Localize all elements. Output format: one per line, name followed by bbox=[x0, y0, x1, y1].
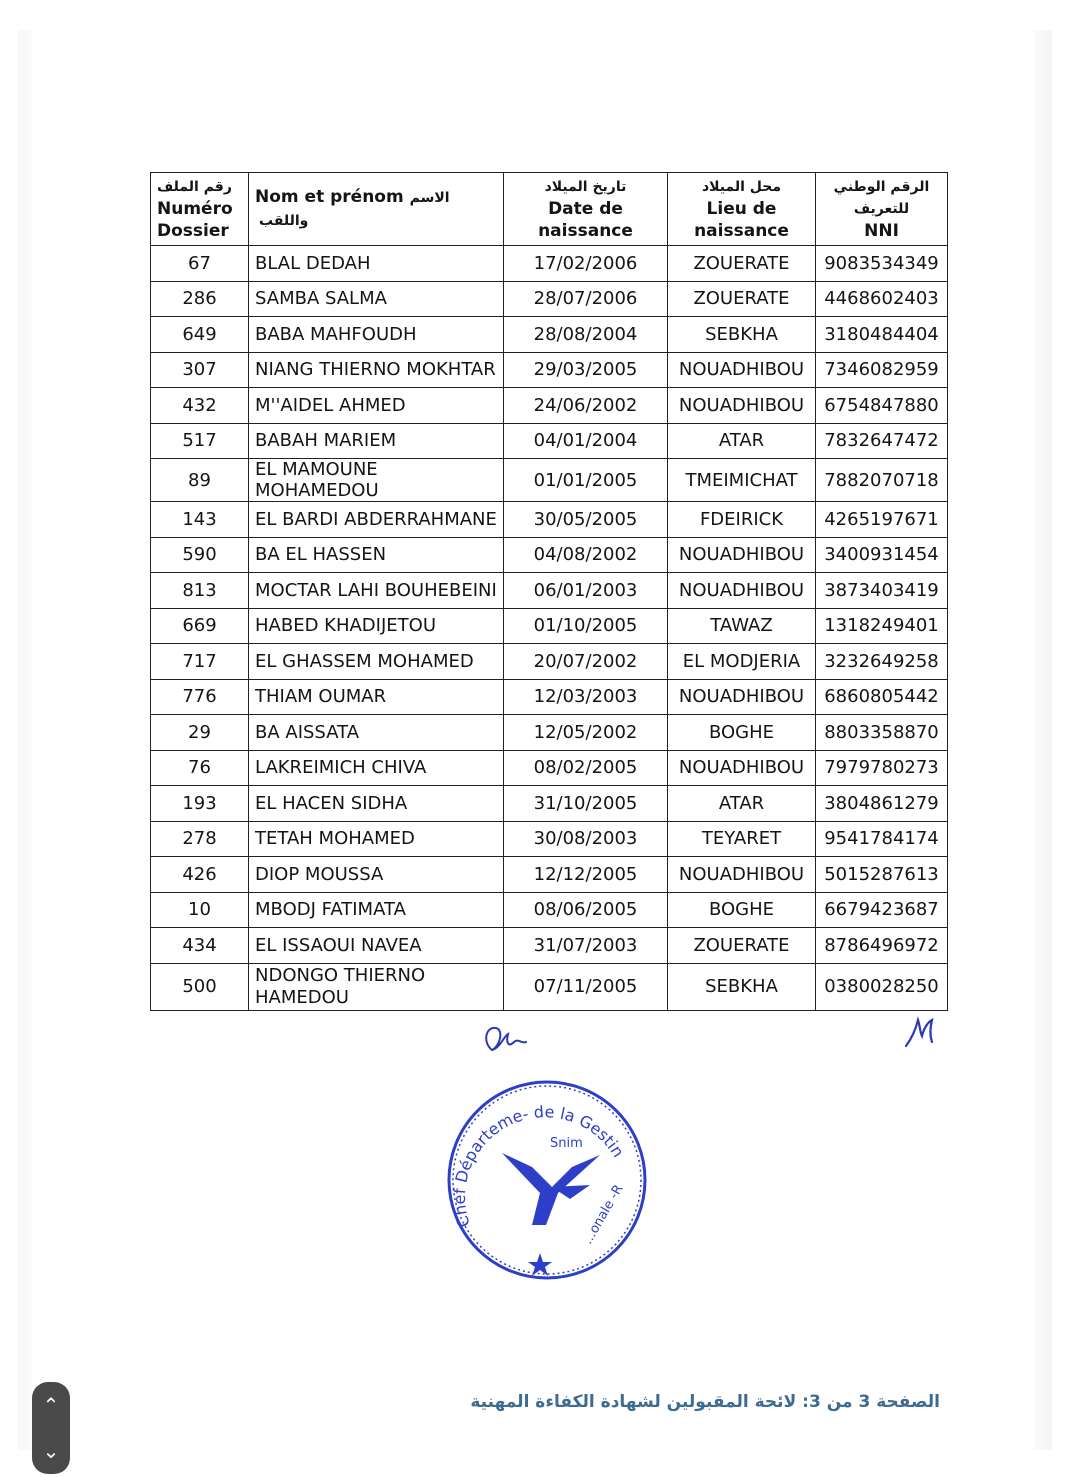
table-row bbox=[151, 786, 948, 822]
cell-name: BLAL DEDAH bbox=[249, 246, 504, 282]
cell-birth-place: ZOUERATE bbox=[668, 281, 816, 317]
table-row bbox=[151, 317, 948, 353]
official-stamp bbox=[440, 1075, 655, 1285]
cell-file-number: 193 bbox=[151, 786, 249, 822]
cell-birth-place: NOUADHIBOU bbox=[668, 857, 816, 893]
cell-nni: 3232649258 bbox=[816, 644, 948, 680]
cell-birth-date: 20/07/2002 bbox=[504, 644, 668, 680]
cell-nni: 0380028250 bbox=[816, 963, 948, 1010]
table-row bbox=[151, 750, 948, 786]
cell-birth-place: ZOUERATE bbox=[668, 246, 816, 282]
table-row bbox=[151, 821, 948, 857]
cell-nni: 9083534349 bbox=[816, 246, 948, 282]
cell-nni: 5015287613 bbox=[816, 857, 948, 893]
cell-birth-date: 24/06/2002 bbox=[504, 388, 668, 424]
cell-name: EL BARDI ABDERRAHMANE bbox=[249, 502, 504, 538]
table-row bbox=[151, 246, 948, 282]
cell-birth-place: NOUADHIBOU bbox=[668, 573, 816, 609]
cell-name: SAMBA SALMA bbox=[249, 281, 504, 317]
cell-birth-place: BOGHE bbox=[668, 715, 816, 751]
cell-birth-place: ATAR bbox=[668, 786, 816, 822]
signature-right bbox=[900, 1012, 940, 1052]
cell-birth-date: 31/07/2003 bbox=[504, 928, 668, 964]
cell-nni: 4265197671 bbox=[816, 502, 948, 538]
footer-text: الصفحة 3 من 3: لائحة المقبولين لشهادة الكفاءة المهنية bbox=[470, 1392, 940, 1412]
chevron-down-icon[interactable]: ⌄ bbox=[42, 1439, 60, 1463]
cell-birth-date: 31/10/2005 bbox=[504, 786, 668, 822]
cell-name: M''AIDEL AHMED bbox=[249, 388, 504, 424]
cell-file-number: 813 bbox=[151, 573, 249, 609]
cell-name: EL GHASSEM MOHAMED bbox=[249, 644, 504, 680]
header-birth-date bbox=[504, 173, 668, 246]
header-birth-place-ar: محل الميلاد bbox=[701, 179, 782, 195]
cell-nni: 6754847880 bbox=[816, 388, 948, 424]
header-nni bbox=[816, 173, 948, 246]
cell-file-number: 776 bbox=[151, 679, 249, 715]
table-row bbox=[151, 281, 948, 317]
cell-birth-place: TAWAZ bbox=[668, 608, 816, 644]
cell-name: BABA MAHFOUDH bbox=[249, 317, 504, 353]
page-footer bbox=[470, 1392, 940, 1412]
cell-birth-place: NOUADHIBOU bbox=[668, 537, 816, 573]
cell-name: EL MAMOUNE MOHAMEDOU bbox=[249, 459, 504, 502]
cell-birth-date: 07/11/2005 bbox=[504, 963, 668, 1010]
cell-file-number: 307 bbox=[151, 352, 249, 388]
cell-name: NIANG THIERNO MOKHTAR bbox=[249, 352, 504, 388]
header-birth-date-fr: Date de naissance bbox=[538, 199, 633, 241]
cell-file-number: 286 bbox=[151, 281, 249, 317]
cell-name: LAKREIMICH CHIVA bbox=[249, 750, 504, 786]
table-row bbox=[151, 423, 948, 459]
cell-file-number: 426 bbox=[151, 857, 249, 893]
cell-nni: 4468602403 bbox=[816, 281, 948, 317]
cell-birth-place: TMEIMICHAT bbox=[668, 459, 816, 502]
stamp-side-text: ...onale -R bbox=[580, 1182, 627, 1247]
cell-nni: 8786496972 bbox=[816, 928, 948, 964]
cell-name: EL ISSAOUI NAVEA bbox=[249, 928, 504, 964]
cell-nni: 6860805442 bbox=[816, 679, 948, 715]
cell-nni: 7832647472 bbox=[816, 423, 948, 459]
cell-birth-date: 28/07/2006 bbox=[504, 281, 668, 317]
header-file-number bbox=[151, 173, 249, 246]
cell-birth-date: 17/02/2006 bbox=[504, 246, 668, 282]
cell-name: HABED KHADIJETOU bbox=[249, 608, 504, 644]
signature-left bbox=[478, 1020, 538, 1060]
cell-birth-date: 12/12/2005 bbox=[504, 857, 668, 893]
cell-birth-place: NOUADHIBOU bbox=[668, 750, 816, 786]
header-name bbox=[249, 173, 504, 246]
page-edge-left bbox=[18, 30, 32, 1450]
cell-birth-place: ZOUERATE bbox=[668, 928, 816, 964]
table-body bbox=[151, 246, 948, 1011]
cell-name: EL HACEN SIDHA bbox=[249, 786, 504, 822]
cell-birth-date: 01/10/2005 bbox=[504, 608, 668, 644]
cell-birth-place: SEBKHA bbox=[668, 963, 816, 1010]
cell-nni: 3804861279 bbox=[816, 786, 948, 822]
table-row bbox=[151, 573, 948, 609]
cell-nni: 1318249401 bbox=[816, 608, 948, 644]
header-birth-date-ar: تاريخ الميلاد bbox=[544, 179, 627, 195]
cell-file-number: 649 bbox=[151, 317, 249, 353]
cell-file-number: 717 bbox=[151, 644, 249, 680]
cell-name: BA AISSATA bbox=[249, 715, 504, 751]
header-file-number-ar: رقم الملف bbox=[157, 179, 232, 195]
admitted-candidates-table bbox=[150, 172, 948, 1011]
cell-birth-place: TEYARET bbox=[668, 821, 816, 857]
cell-file-number: 517 bbox=[151, 423, 249, 459]
cell-nni: 3180484404 bbox=[816, 317, 948, 353]
cell-file-number: 67 bbox=[151, 246, 249, 282]
company-logo-icon bbox=[502, 1153, 600, 1225]
table-row bbox=[151, 963, 948, 1010]
cell-birth-date: 30/08/2003 bbox=[504, 821, 668, 857]
cell-name: THIAM OUMAR bbox=[249, 679, 504, 715]
table-row bbox=[151, 459, 948, 502]
header-name-ar: الاسم واللقب bbox=[259, 190, 450, 229]
header-nni-ar: الرقم الوطني للتعريف bbox=[833, 179, 930, 217]
cell-file-number: 669 bbox=[151, 608, 249, 644]
cell-birth-place: NOUADHIBOU bbox=[668, 388, 816, 424]
table-row bbox=[151, 857, 948, 893]
cell-birth-place: FDEIRICK bbox=[668, 502, 816, 538]
cell-birth-date: 08/06/2005 bbox=[504, 892, 668, 928]
table-row bbox=[151, 928, 948, 964]
cell-nni: 6679423687 bbox=[816, 892, 948, 928]
table-row bbox=[151, 388, 948, 424]
cell-file-number: 76 bbox=[151, 750, 249, 786]
table-row bbox=[151, 537, 948, 573]
table-row bbox=[151, 715, 948, 751]
cell-file-number: 590 bbox=[151, 537, 249, 573]
table-row bbox=[151, 644, 948, 680]
table-row bbox=[151, 608, 948, 644]
cell-file-number: 500 bbox=[151, 963, 249, 1010]
cell-birth-date: 29/03/2005 bbox=[504, 352, 668, 388]
cell-file-number: 432 bbox=[151, 388, 249, 424]
cell-birth-date: 30/05/2005 bbox=[504, 502, 668, 538]
cell-file-number: 434 bbox=[151, 928, 249, 964]
cell-birth-place: EL MODJERIA bbox=[668, 644, 816, 680]
cell-birth-date: 12/05/2002 bbox=[504, 715, 668, 751]
cell-name: NDONGO THIERNO HAMEDOU bbox=[249, 963, 504, 1010]
cell-birth-date: 12/03/2003 bbox=[504, 679, 668, 715]
cell-name: MBODJ FATIMATA bbox=[249, 892, 504, 928]
table-row bbox=[151, 352, 948, 388]
star-icon bbox=[528, 1253, 552, 1276]
cell-birth-place: SEBKHA bbox=[668, 317, 816, 353]
cell-nni: 7882070718 bbox=[816, 459, 948, 502]
table-header-row bbox=[151, 173, 948, 246]
cell-nni: 3400931454 bbox=[816, 537, 948, 573]
cell-name: BABAH MARIEM bbox=[249, 423, 504, 459]
page-edge-right bbox=[1034, 30, 1052, 1450]
cell-nni: 8803358870 bbox=[816, 715, 948, 751]
page-navigation bbox=[32, 1382, 70, 1474]
cell-nni: 7979780273 bbox=[816, 750, 948, 786]
cell-nni: 3873403419 bbox=[816, 573, 948, 609]
header-name-fr: Nom et prénom bbox=[255, 187, 404, 207]
chevron-up-icon[interactable]: ⌃ bbox=[42, 1393, 60, 1417]
cell-name: TETAH MOHAMED bbox=[249, 821, 504, 857]
table-row bbox=[151, 892, 948, 928]
cell-file-number: 89 bbox=[151, 459, 249, 502]
cell-file-number: 278 bbox=[151, 821, 249, 857]
cell-birth-place: ATAR bbox=[668, 423, 816, 459]
cell-nni: 7346082959 bbox=[816, 352, 948, 388]
cell-name: MOCTAR LAHI BOUHEBEINI bbox=[249, 573, 504, 609]
cell-name: BA EL HASSEN bbox=[249, 537, 504, 573]
cell-birth-place: NOUADHIBOU bbox=[668, 352, 816, 388]
stamp-ring-text: Chef Départeme- de la Gestin bbox=[449, 1102, 628, 1230]
cell-nni: 9541784174 bbox=[816, 821, 948, 857]
cell-name: DIOP MOUSSA bbox=[249, 857, 504, 893]
cell-file-number: 143 bbox=[151, 502, 249, 538]
header-birth-place bbox=[668, 173, 816, 246]
cell-birth-date: 04/01/2004 bbox=[504, 423, 668, 459]
cell-birth-date: 08/02/2005 bbox=[504, 750, 668, 786]
table-row bbox=[151, 502, 948, 538]
table-row bbox=[151, 679, 948, 715]
cell-file-number: 10 bbox=[151, 892, 249, 928]
cell-file-number: 29 bbox=[151, 715, 249, 751]
cell-birth-place: NOUADHIBOU bbox=[668, 679, 816, 715]
cell-birth-date: 28/08/2004 bbox=[504, 317, 668, 353]
cell-birth-place: BOGHE bbox=[668, 892, 816, 928]
cell-birth-date: 04/08/2002 bbox=[504, 537, 668, 573]
header-file-number-fr: Numéro Dossier bbox=[157, 199, 233, 241]
cell-birth-date: 01/01/2005 bbox=[504, 459, 668, 502]
cell-birth-date: 06/01/2003 bbox=[504, 573, 668, 609]
header-birth-place-fr: Lieu de naissance bbox=[694, 199, 789, 241]
header-nni-fr: NNI bbox=[864, 221, 899, 241]
stamp-emblem-text: Snim bbox=[550, 1136, 583, 1151]
